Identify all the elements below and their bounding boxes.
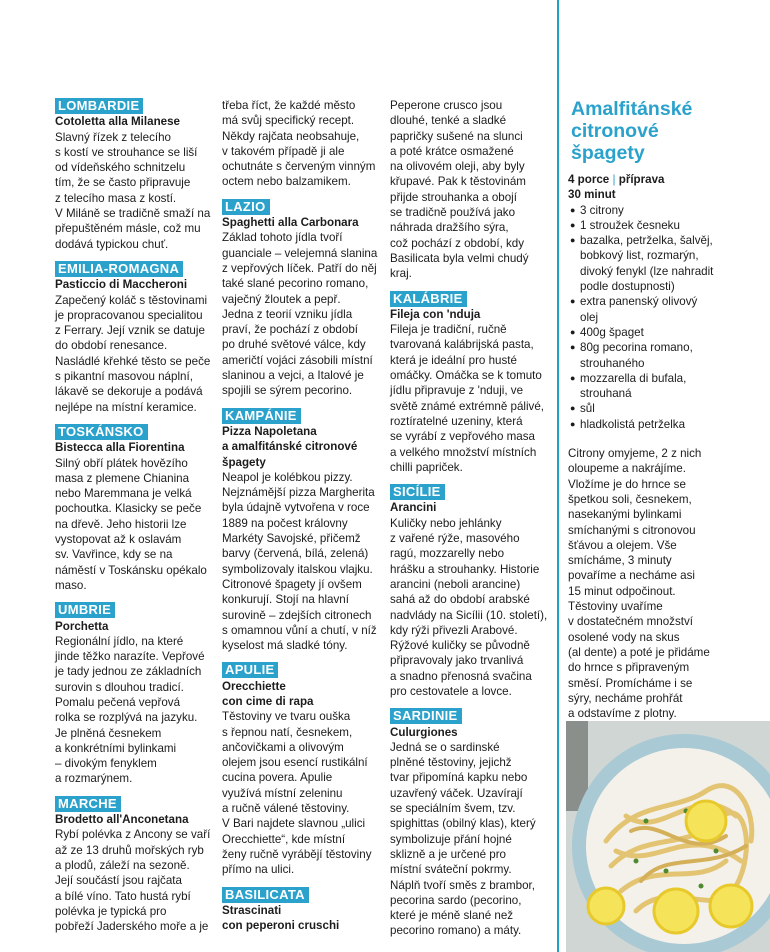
- column-divider: [557, 0, 559, 952]
- ingredient-item: ● sůl: [570, 401, 748, 416]
- region-text: Fileja je tradiční, ručně tvarovaná kalábrijská pasta, která je ideální pro husté omáčky. Omáčka se k tomuto jídlu připravuje z 'nduji, ve světě známé extrémně pálivé, roztíratelné uzeniny, která se vyrábí z vepřového masa a velkého množství místních chilli papriček.: [390, 323, 545, 474]
- dish-name: Culurgiones: [390, 725, 458, 739]
- dish-name: Porchetta: [55, 619, 109, 633]
- region-text: Těstoviny ve tvaru ouška s řepnou natí, česnekem, ančovičkami a olivovým olejem jsou esencí rustikální cucina povera. Apulie využívá místní zeleninu a ručně válené těstoviny. V Bari najdete slavnou „ulici Orecchiette“, kde místní ženy ručně vyrábějí těstoviny přímo na ulici.: [222, 710, 372, 877]
- region-marche: [55, 796, 213, 935]
- region-heading: APULIE: [222, 662, 278, 678]
- region-sardinie: [390, 708, 550, 938]
- recipe-title: Amalfitánské citronové špagety: [571, 98, 693, 164]
- region-heading: EMILIA-ROMAGNA: [55, 261, 183, 277]
- dish-name: Pasticcio di Maccheroni: [55, 278, 188, 292]
- meta-separator: |: [612, 173, 616, 186]
- dish-name: Bistecca alla Fiorentina: [55, 441, 185, 455]
- region-heading: SARDINIE: [390, 708, 462, 724]
- dish-name: Orecchiette con cime di rapa: [222, 679, 314, 708]
- dish-name: Spaghetti alla Carbonara: [222, 216, 359, 230]
- recipe-column: [568, 98, 748, 752]
- servings: 4 porce: [568, 173, 610, 186]
- region-text: Jedná se o sardinské plněné těstoviny, jejichž tvar připomíná kapku nebo uzavřený váček. Uzavírají se speciálním švem, tzv. spighittas (obilný klas), který symbolizuje přání hojné sklizně a je určené pro místní sváteční pokrmy. Náplň tvoří směs z brambor, pecorina sardo (pecorino, které je méně slané než pecorino romano) a máty.: [390, 740, 536, 938]
- prep-time: 30 minut: [568, 188, 616, 202]
- column-1: [55, 98, 213, 943]
- region-heading: LAZIO: [222, 199, 270, 215]
- region-heading: SICÍLIE: [390, 484, 445, 500]
- recipe-method: Citrony omyjeme, 2 z nich oloupeme a nakrájíme. Vložíme je do hrnce se špetkou soli, česnekem, nasekanými bylinkami smíchanými s citronovou šťávou a olejem. Vše smícháme, 3 minuty povaříme a necháme asi 15 minut odpočinout. Těstoviny uvaříme v dostatečném množství osolené vody na skus (al dente) a poté je přidáme do hrnce s připraveným směsí. Promícháme i se sýry, necháme prohřát a odstavíme z plotny.: [568, 447, 710, 721]
- region-heading: TOSKÁNSKO: [55, 424, 148, 440]
- dish-name: Arancini: [390, 501, 437, 515]
- dish-name: Pizza Napoletana a amalfitánské citronové špagety: [222, 424, 358, 469]
- region-heading: KAMPÁNIE: [222, 408, 301, 424]
- dish-name: Cotoletta alla Milanese: [55, 115, 180, 129]
- ingredient-item: ● mozzarella di bufala, strouhaná: [570, 371, 748, 402]
- ingredient-item: ● 80g pecorina romano, strouhaného: [570, 340, 748, 371]
- region-lombardie: [55, 98, 213, 252]
- dish-name: Brodetto all'Anconetana: [55, 813, 189, 827]
- column-2: [222, 98, 380, 942]
- region-text: Základ tohoto jídla tvoří guanciale – velejemná slanina z vepřových líček. Patří do něj také slané pecorino romano, vaječný žloutek a pepř. Jedna z teorií vzniku jídla praví, že pochází z období po druhé světové válce, kdy američtí vojáci zásobili místní slaninou a vejci, a Italové je spojili se sýrem pecorino.: [222, 231, 378, 398]
- region-heading: MARCHE: [55, 796, 121, 812]
- prep-label: příprava: [618, 173, 665, 186]
- region-kalabrie: [390, 291, 550, 476]
- dish-name: Strascinati con peperoni cruschi: [222, 903, 340, 933]
- region-toskansko: [55, 424, 213, 593]
- region-kampanie: [222, 408, 380, 654]
- ingredient-item: ● bazalka, petrželka, šalvěj, bobkový list, rozmarýn, divoký fenykl (lze nahradit podle dostupnosti): [570, 233, 748, 294]
- region-lazio: [222, 199, 380, 399]
- region-basilicata: [222, 887, 380, 934]
- dish-photo: [566, 721, 770, 952]
- region-heading: UMBRIE: [55, 602, 115, 618]
- region-text: třeba říct, že každé město má svůj specifický recept. Někdy rajčata neobsahuje, v takovém případě ji ale ochutnáte s červeným vinným octem nebo balzamikem.: [222, 99, 376, 189]
- region-text: Silný obří plátek hovězího masa z plemene Chianina nebo Maremmana je velká pochoutka. Klasicky se peče na dřevě. Jeho historii lze vystopovat až k oslavám sv. Vavřince, kdy se na náměstí v Toskánsku opékalo maso.: [55, 456, 207, 592]
- ingredient-list: [568, 203, 748, 432]
- region-text: Slavný řízek z telecího s kostí ve strouhance se liší od vídeňského schnitzelu tím, že se často připravuje z telecího masa z kostí. V Miláně se tradičně smaží na přepuštěném másle, což mu dodává typickou chuť.: [55, 130, 211, 251]
- region-umbrie: [55, 602, 213, 787]
- region-heading: BASILICATA: [222, 887, 309, 903]
- pasta-plate-illustration: [566, 721, 770, 952]
- ingredient-item: ● hladkolistá petrželka: [570, 417, 748, 432]
- ingredient-item: ● 1 stroužek česneku: [570, 218, 748, 233]
- region-marche-continued: [222, 98, 380, 190]
- region-emilia-romagna: [55, 261, 213, 415]
- ingredient-item: ● extra panenský olivový olej: [570, 294, 748, 325]
- column-3: [390, 98, 550, 948]
- region-sicilie: [390, 484, 550, 699]
- region-text: Kuličky nebo jehlánky z vařené rýže, masového ragú, mozzarelly nebo hrášku a strouhanky. Historie arancini (neboli arancine) sahá až do období arabské nadvlády na Sicílii (10. století), kdy rýži přivezli Arabové. Rýžové kuličky se původně připravovaly jako trvanlivá a snadno přenosná svačina pro cestovatele a lovce.: [390, 516, 548, 698]
- region-heading: KALÁBRIE: [390, 291, 467, 307]
- region-text: Neapol je kolébkou pizzy. Nejznámější pizza Margherita byla údajně vytvořena v roce 1889 na počest královny Markéty Savojské, přičemž barvy (červená, bílá, zelená) symbolizovaly italskou vlajku. Citronové špagety jí ovšem konkurují. Stojí na hlavní surovině – zdejších citronech s omamnou vůní a chutí, v níž kyselost má sladké tóny.: [222, 470, 377, 653]
- region-text: Peperone crusco jsou dlouhé, tenké a sladké papričky sušené na slunci a poté krátce osmažené na olivovém oleji, aby byly křupavé. Pak k těstovinám přijde strouhanka a obojí se tradičně používá jako náhrada dražšího sýra, což pochází z období, kdy Basilicata byla velmi chudý kraj.: [390, 99, 529, 281]
- recipe-meta: [568, 172, 748, 203]
- region-apulie: [222, 662, 380, 877]
- ingredient-item: ● 400g špaget: [570, 325, 748, 340]
- dish-name: Fileja con 'nduja: [390, 307, 481, 321]
- region-basilicata-continued: [390, 98, 550, 282]
- region-text: Rybí polévka z Ancony se vaří až ze 13 druhů mořských ryb a plodů, záleží na sezoně. Její součástí jsou rajčata a bílé víno. Tato hustá rybí polévka je typická pro pobřeží Jaderského moře a je: [55, 828, 211, 934]
- region-heading: LOMBARDIE: [55, 98, 143, 114]
- ingredient-item: ● 3 citrony: [570, 203, 748, 218]
- region-text: Regionální jídlo, na které jinde těžko narazíte. Vepřové je tady jednou ze základních surovin s dlouhou tradicí. Pomalu pečená vepřová rolka se rozplývá na jazyku. Je plněná česnekem a konkrétními bylinkami – divokým fenyklem a rozmarýnem.: [55, 634, 205, 786]
- region-text: Zapečený koláč s těstovinami je propracovanou specialitou z Ferrary. Její vznik se datuje do období renesance. Nasládlé křehké těsto se peče s pikantní masovou náplní, lákavě se dekoruje a podává nejlépe na místní keramice.: [55, 293, 211, 414]
